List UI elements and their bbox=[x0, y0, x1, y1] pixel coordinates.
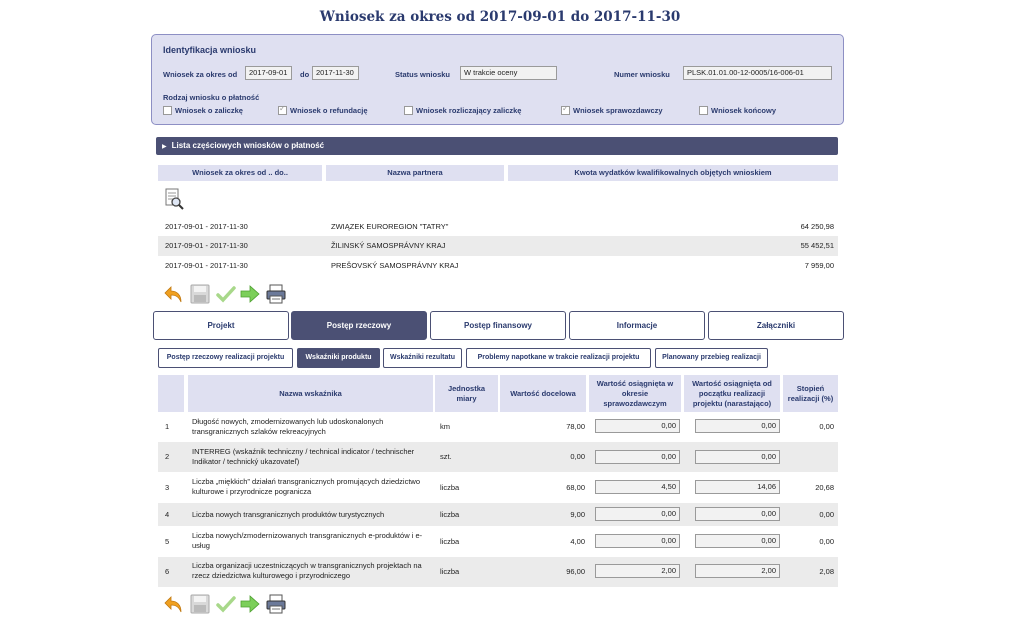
indicator-name: Liczba nowych transgranicznych produktów turystycznych bbox=[192, 510, 385, 519]
action-toolbar-bottom bbox=[163, 593, 293, 615]
partial-partner: PREŠOVSKÝ SAMOSPRÁVNY KRAJ bbox=[331, 261, 459, 270]
action-toolbar-top bbox=[163, 283, 293, 305]
checkbox-rozliczajacy[interactable] bbox=[404, 106, 521, 115]
row-number: 6 bbox=[165, 567, 170, 576]
indicator-target: 68,00 bbox=[566, 483, 585, 492]
row-number: 4 bbox=[165, 510, 170, 519]
indicator-target: 96,00 bbox=[566, 567, 585, 576]
checkbox-zaliczka[interactable] bbox=[163, 106, 243, 115]
indicator-target: 78,00 bbox=[566, 422, 585, 431]
period-value-input[interactable]: 0,00 bbox=[595, 450, 680, 464]
partial-requests-label: Lista częściowych wniosków o płatność bbox=[171, 141, 325, 150]
indicator-row bbox=[158, 526, 838, 557]
row-number: 5 bbox=[165, 537, 170, 546]
indicator-unit: szt. bbox=[440, 452, 452, 461]
partial-header-amount: Kwota wydatków kwalifikowalnych objętych wnioskiem bbox=[508, 165, 838, 181]
period-value-input[interactable]: 2,00 bbox=[595, 564, 680, 578]
check-icon[interactable] bbox=[215, 283, 237, 305]
checkbox-box[interactable] bbox=[404, 106, 413, 115]
row-number: 1 bbox=[165, 422, 170, 431]
tab-postep-finansowy[interactable]: Postęp finansowy bbox=[430, 311, 566, 340]
forward-arrow-icon[interactable] bbox=[239, 283, 261, 305]
partial-row[interactable] bbox=[158, 256, 838, 276]
subtab-wskazniki-rezultatu[interactable]: Wskaźniki rezultatu bbox=[383, 348, 462, 368]
checkbox-sprawozdawczy[interactable] bbox=[561, 106, 663, 115]
checkbox-koncowy[interactable] bbox=[699, 106, 776, 115]
identification-heading: Identyfikacja wniosku bbox=[163, 45, 257, 55]
partial-partner: ZWIĄZEK EUROREGION "TATRY" bbox=[331, 222, 449, 231]
indicator-degree: 2,08 bbox=[819, 567, 834, 576]
undo-icon[interactable] bbox=[163, 593, 185, 615]
partial-row[interactable] bbox=[158, 217, 838, 237]
partial-header-period: Wniosek za okres od .. do.. bbox=[158, 165, 322, 181]
partial-header-partner: Nazwa partnera bbox=[326, 165, 504, 181]
checkbox-label: Wniosek o zaliczkę bbox=[175, 106, 243, 115]
type-label: Rodzaj wniosku o płatność bbox=[163, 93, 260, 102]
indicator-target: 0,00 bbox=[570, 452, 585, 461]
cumulative-value-input[interactable]: 0,00 bbox=[695, 534, 780, 548]
cumulative-value-input[interactable]: 0,00 bbox=[695, 507, 780, 521]
partial-row[interactable] bbox=[158, 236, 838, 256]
status-label: Status wniosku bbox=[395, 70, 451, 79]
partial-amount: 55 452,51 bbox=[800, 241, 834, 250]
forward-arrow-icon[interactable] bbox=[239, 593, 261, 615]
checkbox-box-checked[interactable] bbox=[278, 106, 287, 115]
checkbox-label: Wniosek rozliczający zaliczkę bbox=[416, 106, 522, 115]
header-number bbox=[158, 375, 184, 412]
cumulative-value-input[interactable]: 0,00 bbox=[695, 450, 780, 464]
header-target: Wartość docelowa bbox=[500, 375, 586, 412]
partial-amount: 64 250,98 bbox=[800, 222, 834, 231]
period-value-input[interactable]: 0,00 bbox=[595, 507, 680, 521]
checkbox-box[interactable] bbox=[163, 106, 172, 115]
indicator-row bbox=[158, 557, 838, 587]
row-number: 2 bbox=[165, 452, 170, 461]
period-value-input[interactable]: 0,00 bbox=[595, 419, 680, 433]
checkbox-label: Wniosek o refundację bbox=[290, 106, 368, 115]
partial-period: 2017-09-01 - 2017-11-30 bbox=[165, 241, 248, 250]
indicator-degree: 0,00 bbox=[819, 537, 834, 546]
partial-requests-toggle[interactable] bbox=[156, 137, 838, 155]
indicator-name: INTERREG (wskaźnik techniczny / technical indicator / technischer Indikator / technický ukazovateľ) bbox=[192, 447, 415, 466]
indicator-name: Liczba „miękkich” działań transgranicznych promujących dziedzictwo kulturowe i przyrodnicze pogranicza bbox=[192, 477, 421, 496]
payment-type-checkboxes bbox=[163, 106, 843, 118]
checkbox-refundacja[interactable] bbox=[278, 106, 368, 115]
row-number: 3 bbox=[165, 483, 170, 492]
indicator-unit: liczba bbox=[440, 537, 460, 546]
indicator-unit: km bbox=[440, 422, 450, 431]
indicator-unit: liczba bbox=[440, 567, 460, 576]
sub-tabs bbox=[158, 348, 848, 368]
number-field[interactable]: PLSK.01.01.00-12-0005/16-006-01 bbox=[683, 66, 832, 80]
cumulative-value-input[interactable]: 2,00 bbox=[695, 564, 780, 578]
period-from-field[interactable]: 2017-09-01 bbox=[245, 66, 292, 80]
indicator-unit: liczba bbox=[440, 510, 460, 519]
indicator-name: Długość nowych, zmodernizowanych lub udoskonalonych transgranicznych szlaków rekreacyjnych bbox=[192, 417, 384, 436]
subtab-problemy[interactable]: Problemy napotkane w trakcie realizacji projektu bbox=[466, 348, 651, 368]
expand-triangle-icon: ▶ bbox=[162, 144, 167, 150]
save-icon[interactable] bbox=[189, 283, 211, 305]
undo-icon[interactable] bbox=[163, 283, 185, 305]
indicator-row bbox=[158, 412, 838, 442]
main-tabs bbox=[153, 311, 843, 340]
checkbox-label: Wniosek końcowy bbox=[711, 106, 777, 115]
save-icon[interactable] bbox=[189, 593, 211, 615]
header-degree: Stopień realizacji (%) bbox=[783, 375, 838, 412]
partial-period: 2017-09-01 - 2017-11-30 bbox=[165, 222, 248, 231]
document-preview-icon[interactable] bbox=[164, 188, 184, 210]
indicator-row bbox=[158, 503, 838, 526]
checkbox-box[interactable] bbox=[699, 106, 708, 115]
indicator-row bbox=[158, 442, 838, 472]
tab-projekt[interactable]: Projekt bbox=[153, 311, 289, 340]
tab-zalaczniki[interactable]: Załączniki bbox=[708, 311, 844, 340]
tab-informacje[interactable]: Informacje bbox=[569, 311, 705, 340]
indicator-degree: 0,00 bbox=[819, 422, 834, 431]
subtab-wskazniki-produktu[interactable]: Wskaźniki produktu bbox=[297, 348, 380, 368]
period-from-label: Wniosek za okres od bbox=[163, 70, 238, 79]
indicator-name: Liczba nowych/zmodernizowanych transgranicznych e-produktów i e-usług bbox=[192, 531, 423, 550]
check-icon[interactable] bbox=[215, 593, 237, 615]
indicator-name: Liczba organizacji uczestniczących w transgranicznych projektach na rzecz dziedzictwa kulturowego i przyrodniczego bbox=[192, 561, 422, 580]
period-value-input[interactable]: 4,50 bbox=[595, 480, 680, 494]
cumulative-value-input[interactable]: 0,00 bbox=[695, 419, 780, 433]
partial-period: 2017-09-01 - 2017-11-30 bbox=[165, 261, 248, 270]
status-field[interactable]: W trakcie oceny bbox=[460, 66, 557, 80]
header-period-value: Wartość osiągnięta w okresie sprawozdawczym bbox=[589, 375, 681, 412]
print-icon[interactable] bbox=[265, 593, 287, 615]
period-to-field[interactable]: 2017-11-30 bbox=[312, 66, 359, 80]
subtab-planowany-przebieg[interactable]: Planowany przebieg realizacji bbox=[655, 348, 768, 368]
header-cumulative-value: Wartość osiągnięta od początku realizacji projektu (narastająco) bbox=[684, 375, 780, 412]
subtab-postep-realizacji[interactable]: Postęp rzeczowy realizacji projektu bbox=[158, 348, 293, 368]
checkbox-label: Wniosek sprawozdawczy bbox=[573, 106, 663, 115]
period-to-label: do bbox=[300, 70, 310, 79]
print-icon[interactable] bbox=[265, 283, 287, 305]
indicator-target: 9,00 bbox=[570, 510, 585, 519]
header-unit: Jednostka miary bbox=[435, 375, 498, 412]
partial-partner: ŽILINSKÝ SAMOSPRÁVNY KRAJ bbox=[331, 241, 446, 250]
indicator-row bbox=[158, 472, 838, 503]
period-value-input[interactable]: 0,00 bbox=[595, 534, 680, 548]
indicator-unit: liczba bbox=[440, 483, 460, 492]
identification-panel bbox=[151, 34, 844, 125]
partial-amount: 7 959,00 bbox=[804, 261, 834, 270]
number-label: Numer wniosku bbox=[614, 70, 670, 79]
indicator-degree: 0,00 bbox=[819, 510, 834, 519]
cumulative-value-input[interactable]: 14,06 bbox=[695, 480, 780, 494]
header-indicator-name: Nazwa wskaźnika bbox=[188, 375, 433, 412]
page-title: Wniosek za okres od 2017-09-01 do 2017-11-30 bbox=[319, 9, 681, 25]
indicator-degree: 20,68 bbox=[815, 483, 834, 492]
checkbox-box-checked[interactable] bbox=[561, 106, 570, 115]
indicator-target: 4,00 bbox=[570, 537, 585, 546]
tab-postep-rzeczowy[interactable]: Postęp rzeczowy bbox=[291, 311, 427, 340]
